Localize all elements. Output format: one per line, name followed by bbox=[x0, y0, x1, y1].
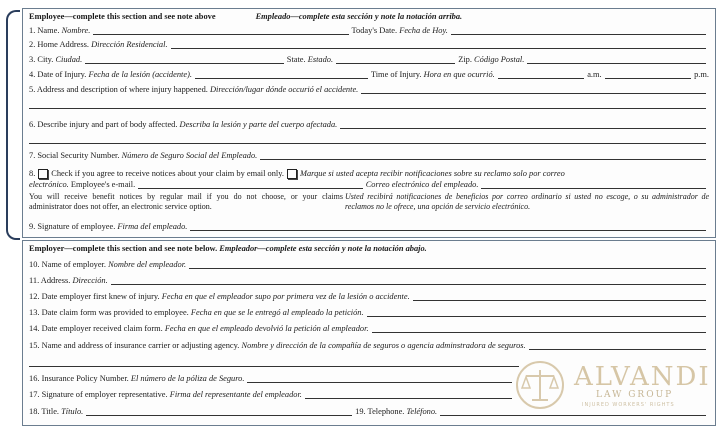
logo-subtitle: LAW GROUP bbox=[596, 390, 674, 400]
todays-date-input[interactable] bbox=[451, 26, 706, 35]
email-consent-text-es: Marque si usted acepta recibir notificaciones sobre su reclamo solo por correo bbox=[300, 169, 565, 178]
email-consent-text-es-cont: electrónico. bbox=[29, 180, 69, 189]
field-5-row bbox=[29, 85, 709, 95]
field-17-label: 17. Signature of employer representative. bbox=[29, 390, 168, 399]
injury-date-input[interactable] bbox=[195, 70, 368, 79]
field-9-label-es: Firma del empleado. bbox=[117, 222, 188, 231]
field-15-row bbox=[29, 341, 709, 351]
injury-location-input[interactable] bbox=[361, 85, 706, 94]
field-2-row bbox=[29, 40, 709, 50]
injury-description-input[interactable] bbox=[340, 120, 706, 129]
employer-address-input[interactable] bbox=[111, 276, 706, 285]
name-input[interactable] bbox=[93, 26, 348, 35]
field-2-label: 2. Home Address. bbox=[29, 40, 90, 49]
field-3-label-es: Ciudad. bbox=[55, 55, 83, 64]
field-5-line2 bbox=[29, 100, 709, 110]
field-7-label: 7. Social Security Number. bbox=[29, 151, 120, 160]
pm-label: p.m. bbox=[694, 70, 709, 79]
alvandi-logo-watermark bbox=[512, 360, 712, 412]
insurance-carrier-input-line2[interactable] bbox=[29, 358, 519, 367]
field-16-label-es: El número de la póliza de Seguro. bbox=[130, 374, 245, 383]
policy-number-input[interactable] bbox=[247, 374, 512, 383]
insurance-carrier-input[interactable] bbox=[529, 341, 706, 350]
injury-time-label-es: Hora en que ocurrió. bbox=[423, 70, 495, 79]
zip-input[interactable] bbox=[527, 55, 706, 64]
state-label: State. bbox=[286, 55, 306, 64]
employer-name-input[interactable] bbox=[189, 260, 706, 269]
field-11-label: 11. Address. bbox=[29, 276, 71, 285]
employee-email-input-es[interactable] bbox=[481, 180, 706, 189]
field-13-label: 13. Date claim form was provided to employee. bbox=[29, 308, 189, 317]
employee-email-input[interactable] bbox=[138, 180, 363, 189]
field-16-row bbox=[29, 374, 515, 384]
field-17-row bbox=[29, 390, 515, 400]
zip-label: Zip. bbox=[458, 55, 472, 64]
field-9-label: 9. Signature of employee. bbox=[29, 222, 116, 231]
field-1-label-es: Nombre. bbox=[61, 26, 91, 35]
field-16-label: 16. Insurance Policy Number. bbox=[29, 374, 129, 383]
ssn-input[interactable] bbox=[260, 151, 706, 160]
email-consent-checkbox-es[interactable] bbox=[287, 169, 297, 179]
injury-time-am-input[interactable] bbox=[498, 70, 584, 79]
field-11-row bbox=[29, 276, 709, 286]
employer-signature-input[interactable] bbox=[305, 390, 512, 399]
employee-header bbox=[29, 12, 709, 22]
employee-signature-input[interactable] bbox=[190, 222, 706, 231]
claim-provided-date-input[interactable] bbox=[367, 308, 706, 317]
field-12-label-es: Fecha en que el empleador supo por primera vez de la lesión o accidente. bbox=[161, 292, 410, 301]
field-4-row bbox=[29, 70, 709, 80]
field-6-line2 bbox=[29, 135, 709, 145]
field-13-label-es: Fecha en que se le entregó al empleado la petición. bbox=[190, 308, 364, 317]
field-6-row bbox=[29, 120, 709, 130]
field-11-label-es: Dirección. bbox=[72, 276, 108, 285]
field-14-label: 14. Date employer received claim form. bbox=[29, 324, 163, 333]
field-12-row bbox=[29, 292, 709, 302]
field-10-label-es: Nombre del empleador. bbox=[108, 260, 187, 269]
field-3-label: 3. City. bbox=[29, 55, 54, 64]
injury-time-pm-input[interactable] bbox=[605, 70, 691, 79]
todays-date-label: Today's Date. bbox=[351, 26, 398, 35]
field-19-label: 19. Telephone. bbox=[355, 407, 405, 416]
state-label-es: Estado. bbox=[307, 55, 334, 64]
field-19-label-es: Teléfono. bbox=[406, 407, 438, 416]
employer-header-en: Employer—complete this section and see note below. bbox=[29, 244, 218, 253]
section-bracket bbox=[6, 10, 20, 240]
field-1-row bbox=[29, 26, 709, 36]
title-input[interactable] bbox=[86, 407, 352, 416]
employer-header-es: Empleador—complete esta sección y note la notación abajo. bbox=[219, 244, 427, 253]
field-4-label-es: Fecha de la lesión (accidente). bbox=[88, 70, 192, 79]
field-9-row bbox=[29, 222, 709, 232]
field-10-label: 10. Name of employer. bbox=[29, 260, 106, 269]
employee-header-es: Empleado—complete esta sección y note la notación arriba. bbox=[255, 12, 463, 21]
logo-name: ALVANDI bbox=[574, 362, 711, 392]
field-12-label: 12. Date employer first knew of injury. bbox=[29, 292, 160, 301]
claim-received-date-input[interactable] bbox=[372, 324, 706, 333]
field-8-email-row bbox=[29, 180, 709, 190]
field-14-row bbox=[29, 324, 709, 334]
field-15-label-es: Nombre y dirección de la compañía de seguros o agencia adminstradora de seguros. bbox=[241, 341, 526, 350]
field-7-label-es: Número de Seguro Social del Empleado. bbox=[121, 151, 258, 160]
field-2-label-es: Dirección Residencial. bbox=[91, 40, 168, 49]
field-10-row bbox=[29, 260, 709, 270]
field-5-label: 5. Address and description of where injury happened. bbox=[29, 85, 208, 94]
field-5-label-es: Dirección/lugar dónde occurió el accidente. bbox=[209, 85, 359, 94]
email-consent-checkbox[interactable] bbox=[38, 169, 48, 179]
field-6-label: 6. Describe injury and part of body affected. bbox=[29, 120, 178, 129]
field-3-row bbox=[29, 55, 709, 65]
injury-time-label: Time of Injury. bbox=[370, 70, 422, 79]
email-consent-text: Check if you agree to receive notices about your claim by email only. bbox=[51, 169, 284, 178]
field-14-label-es: Fecha en que el empleado devolvió la petición al empleador. bbox=[164, 324, 369, 333]
field-15-label: 15. Name and address of insurance carrier or adjusting agency. bbox=[29, 341, 240, 350]
field-8-number: 8. bbox=[29, 169, 36, 178]
am-label: a.m. bbox=[587, 70, 602, 79]
field-18-label: 18. Title. bbox=[29, 407, 60, 416]
employer-header bbox=[29, 244, 709, 254]
field-18-label-es: Título. bbox=[61, 407, 84, 416]
field-1-label: 1. Name. bbox=[29, 26, 60, 35]
email-note-en: You will receive benefit notices by regular mail if you do not choose, or your claims administrator does not offer, an electronic service option. bbox=[29, 192, 343, 211]
state-input[interactable] bbox=[336, 55, 455, 64]
city-input[interactable] bbox=[85, 55, 284, 64]
field-8-row bbox=[29, 169, 709, 179]
injury-location-input-line2[interactable] bbox=[29, 100, 706, 109]
field-8-note bbox=[29, 192, 709, 212]
field-7-row bbox=[29, 151, 709, 161]
employee-section bbox=[22, 8, 716, 238]
employee-header-en: Employee—complete this section and see note above bbox=[29, 12, 216, 21]
todays-date-label-es: Fecha de Hoy. bbox=[399, 26, 448, 35]
logo-tagline: INJURED WORKERS' RIGHTS bbox=[582, 402, 675, 408]
employer-knew-date-input[interactable] bbox=[413, 292, 706, 301]
field-17-label-es: Firma del representante del empleador. bbox=[169, 390, 302, 399]
field-4-label: 4. Date of Injury. bbox=[29, 70, 87, 79]
injury-description-input-line2[interactable] bbox=[29, 135, 706, 144]
field-6-label-es: Describa la lesión y parte del cuerpo afectada. bbox=[179, 120, 338, 129]
zip-label-es: Código Postal. bbox=[474, 55, 525, 64]
employee-email-label: Employee's e-mail. bbox=[70, 180, 136, 189]
field-13-row bbox=[29, 308, 709, 318]
employee-email-label-es: Correo electrónico del empleado. bbox=[365, 180, 479, 189]
scales-of-justice-icon bbox=[512, 360, 568, 410]
email-note-es: Usted recibirá notificaciones de beneficios por correo ordinario si usted no escoge, o su administrador de reclamos no le ofrece, una opción de servicio electrónico. bbox=[344, 192, 709, 211]
home-address-input[interactable] bbox=[171, 40, 706, 49]
